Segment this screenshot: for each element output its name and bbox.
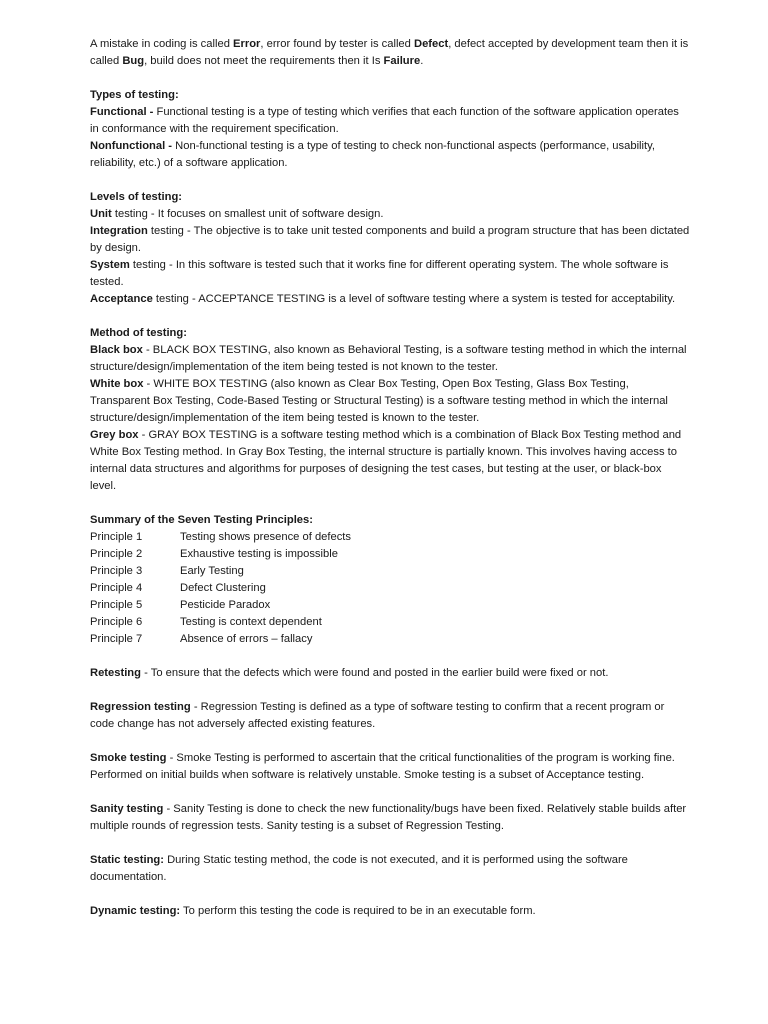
- intro-text-5: .: [420, 55, 424, 67]
- method-item-grey-box: [90, 427, 690, 495]
- intro-text-2: , error found by tester is called: [260, 38, 414, 50]
- types-heading: Types of testing:: [90, 89, 179, 101]
- intro-text-3: , defect accepted by development team then it is called: [90, 38, 689, 67]
- principle-row: [90, 546, 690, 563]
- principle-name: Principle 5: [90, 599, 143, 611]
- intro-paragraph: [90, 36, 690, 70]
- functional-text: Functional testing is a type of testing which verifies that each function of the software application operates in conformance with the requirement specification.: [90, 106, 679, 135]
- level-item-integration: [90, 223, 690, 257]
- level-item-acceptance: [90, 291, 690, 308]
- methods-section: [90, 325, 690, 495]
- principle-desc: Early Testing: [180, 565, 244, 577]
- level-item-system: [90, 257, 690, 291]
- level-text: testing - It focuses on smallest unit of software design.: [111, 208, 384, 220]
- method-term: Black box: [90, 344, 143, 356]
- principle-desc: Defect Clustering: [180, 582, 266, 594]
- static-text: During Static testing method, the code is not executed, and it is performed using the software documentation.: [90, 854, 628, 883]
- method-item-black-box: [90, 342, 690, 376]
- levels-heading: Levels of testing:: [90, 191, 183, 203]
- method-term: Grey box: [90, 429, 139, 441]
- sanity-paragraph: [90, 801, 690, 835]
- sanity-term: Sanity testing: [90, 803, 164, 815]
- level-term: Acceptance: [90, 293, 153, 305]
- document-page: [90, 36, 690, 937]
- level-term: System: [90, 259, 130, 271]
- term-bug: Bug: [122, 55, 145, 67]
- principle-row: [90, 529, 690, 546]
- level-text: testing - In this software is tested such that it works fine for different operating system. The whole software is tested.: [90, 259, 669, 288]
- retesting-text: - To ensure that the defects which were found and posted in the earlier build were fixed or not.: [140, 667, 609, 679]
- regression-text: - Regression Testing is defined as a type of software testing to confirm that a recent program or code change has not adversely affected existing features.: [90, 701, 665, 730]
- dynamic-paragraph: [90, 903, 690, 920]
- method-text: - BLACK BOX TESTING, also known as Behavioral Testing, is a software testing method in which the internal structure/design/implementation of the item being tested is not known to the tester.: [90, 344, 687, 373]
- principle-desc: Exhaustive testing is impossible: [180, 548, 338, 560]
- principle-name: Principle 2: [90, 548, 143, 560]
- principle-desc: Testing is context dependent: [180, 616, 322, 628]
- principle-row: [90, 563, 690, 580]
- smoke-paragraph: [90, 750, 690, 784]
- static-term: Static testing:: [90, 854, 164, 866]
- smoke-text: - Smoke Testing is performed to ascertain that the critical functionalities of the program is working fine. Performed on initial builds when software is relatively unstable. Smoke testing is a subset of Acceptance testing.: [90, 752, 675, 781]
- principle-name: Principle 4: [90, 582, 143, 594]
- principles-section: [90, 512, 690, 648]
- regression-term: Regression testing: [90, 701, 191, 713]
- nonfunctional-item: [90, 138, 690, 172]
- intro-text-4: , build does not meet the requirements then it Is: [144, 55, 384, 67]
- method-text: - GRAY BOX TESTING is a software testing method which is a combination of Black Box Testing method and White Box Testing method. In Gray Box Testing, the internal structure is partially known. This involves having access to internal data structures and algorithms for purposes of designing the test cases, but testing at the user, or black-box level.: [90, 429, 682, 492]
- nonfunctional-term: Nonfunctional -: [90, 140, 173, 152]
- principle-row: [90, 597, 690, 614]
- levels-section: [90, 189, 690, 308]
- principle-desc: Testing shows presence of defects: [180, 531, 352, 543]
- functional-item: [90, 104, 690, 138]
- retesting-term: Retesting: [90, 667, 141, 679]
- principle-desc: Absence of errors – fallacy: [180, 633, 313, 645]
- level-item-unit: [90, 206, 690, 223]
- level-term: Integration: [90, 225, 148, 237]
- term-defect: Defect: [413, 38, 449, 50]
- term-error: Error: [233, 38, 261, 50]
- sanity-text: - Sanity Testing is done to check the new functionality/bugs have been fixed. Relatively stable builds after multiple rounds of regression tests. Sanity testing is a subset of Regression Testing.: [90, 803, 687, 832]
- principles-heading: Summary of the Seven Testing Principles:: [90, 514, 313, 526]
- method-text: - WHITE BOX TESTING (also known as Clear Box Testing, Open Box Testing, Glass Box Testing, Transparent Box Testing, Code-Based Testing or Structural Testing) is a software testing method in which the internal structure/design/implementation of the item being tested is known to the tester.: [90, 378, 668, 424]
- term-failure: Failure: [383, 55, 421, 67]
- functional-term: Functional -: [90, 106, 154, 118]
- method-term: White box: [90, 378, 144, 390]
- level-text: testing - The objective is to take unit tested components and build a program structure that has been dictated by design.: [90, 225, 690, 254]
- principle-name: Principle 3: [90, 565, 143, 577]
- nonfunctional-text: Non-functional testing is a type of testing to check non-functional aspects (performance, usability, reliability, etc.) of a software application.: [90, 140, 656, 169]
- principle-desc: Pesticide Paradox: [180, 599, 271, 611]
- principle-name: Principle 6: [90, 616, 143, 628]
- level-text: testing - ACCEPTANCE TESTING is a level of software testing where a system is tested for acceptability.: [152, 293, 676, 305]
- dynamic-term: Dynamic testing:: [90, 905, 181, 917]
- principle-row: [90, 614, 690, 631]
- intro-text-1: A mistake in coding is called: [90, 38, 234, 50]
- method-item-white-box: [90, 376, 690, 427]
- regression-paragraph: [90, 699, 690, 733]
- level-term: Unit: [90, 208, 112, 220]
- static-paragraph: [90, 852, 690, 886]
- principle-row: [90, 631, 690, 648]
- principle-name: Principle 1: [90, 531, 143, 543]
- retesting-paragraph: [90, 665, 690, 682]
- principle-name: Principle 7: [90, 633, 143, 645]
- methods-heading: Method of testing:: [90, 327, 187, 339]
- dynamic-text: To perform this testing the code is required to be in an executable form.: [180, 905, 536, 917]
- types-section: [90, 87, 690, 172]
- principle-row: [90, 580, 690, 597]
- smoke-term: Smoke testing: [90, 752, 167, 764]
